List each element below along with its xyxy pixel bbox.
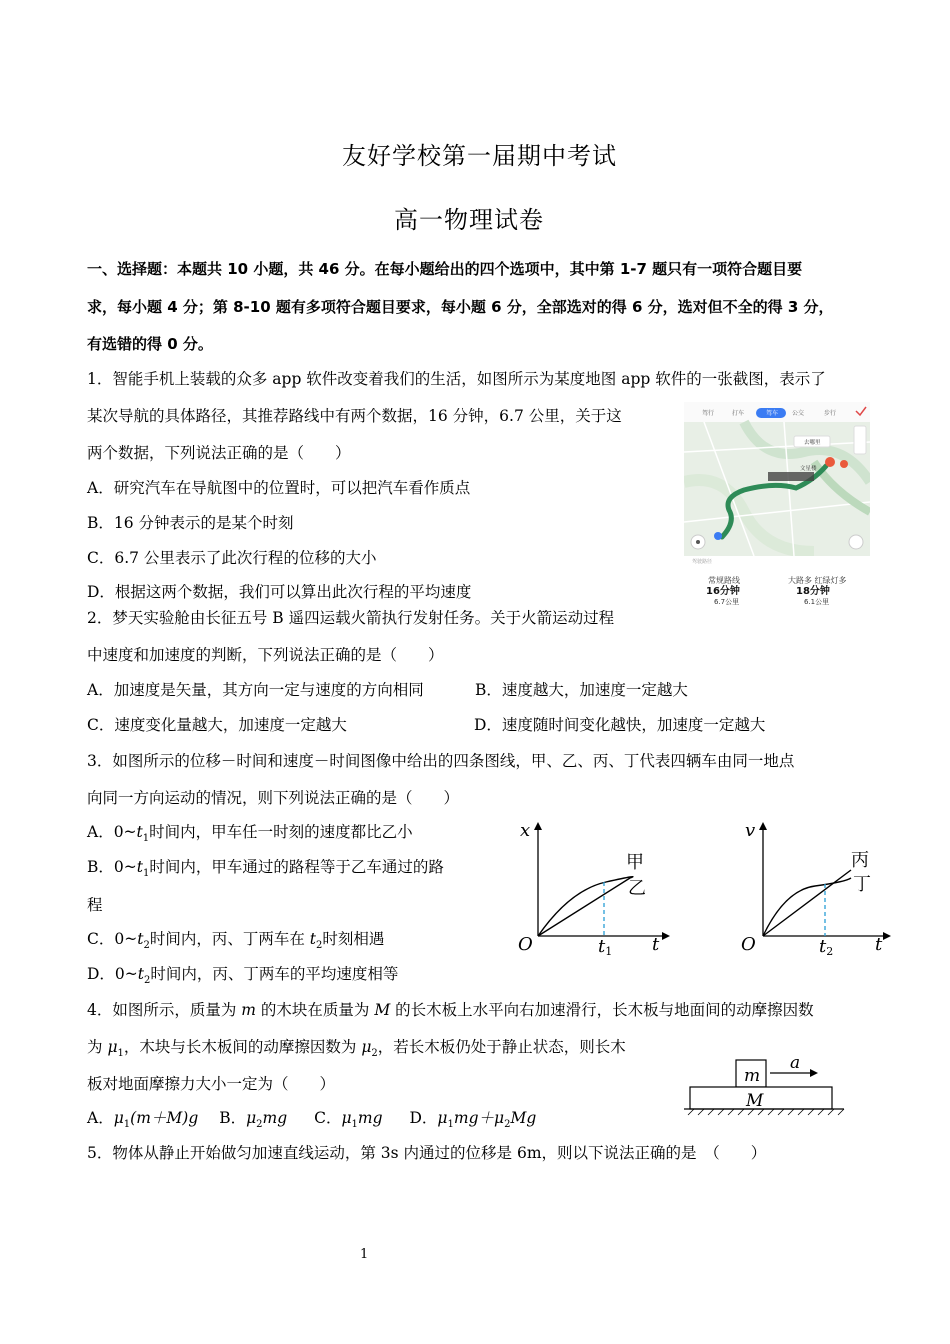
route2-name: 大路多 红绿灯多 [788, 576, 847, 585]
q2-stem-line1: 2．梦天实验舱由长征五号 B 遥四运载火箭执行发射任务。关于火箭运动过程 [87, 609, 615, 627]
q3-option-c: C．$0\sim t_2$时间内，丙、丁两车在 $t_2$时刻相遇 [87, 930, 385, 952]
map-svg [684, 402, 870, 608]
map-place-label: 文星楼 [800, 466, 817, 472]
accel-label: a [790, 1053, 801, 1073]
q1-option-a: A．研究汽车在导航图中的位置时，可以把汽车看作质点 [87, 479, 471, 497]
route2-distance: 6.1公里 [804, 598, 830, 606]
q1-stem-line2: 某次导航的具体路径，其推荐路线中有两个数据，16 分钟，6.7 公里，关于这 [87, 407, 622, 425]
q5-stem-line1: 5．物体从静止开始做匀加速直线运动，第 3s 内通过的位移是 6m，则以下说法正确的是 （ ） [87, 1144, 767, 1162]
xt-origin: O [518, 934, 533, 955]
map-tab-1: 驾行 [702, 410, 715, 417]
xt-label-jia: 甲 [626, 852, 644, 873]
section-instructions-line1: 一、选择题：本题共 10 小题，共 46 分。在每小题给出的四个选项中，其中第 1-7 题只有一项符合题目要 [87, 260, 803, 278]
q1-option-d: D．根据这两个数据，我们可以算出此次行程的平均速度 [87, 583, 472, 601]
page-title: 友好学校第一届期中考试 [342, 142, 617, 170]
map-tab-2: 打车 [732, 410, 745, 417]
map-tab-3: 驾车 [766, 410, 779, 417]
map-poi-label: 去哪里 [804, 440, 821, 446]
route1-name: 常规路线 [708, 576, 740, 585]
q4-options [87, 1106, 536, 1130]
q2-option-c: C．速度变化量越大，加速度一定越大 [87, 716, 347, 734]
section-instructions-line3: 有选错的得 0 分。 [87, 335, 213, 353]
page-subtitle: 高一物理试卷 [394, 206, 544, 234]
q3-stem-line2: 向同一方向运动的情况，则下列说法正确的是（ ） [87, 789, 460, 807]
q1-option-c: C．6.7 公里表示了此次行程的位移的大小 [87, 549, 377, 567]
q2-option-a: A．加速度是矢量，其方向一定与速度的方向相同 [87, 681, 424, 699]
q1-option-b: B．16 分钟表示的是某个时刻 [87, 514, 294, 532]
q4-stem-line2: 为 $\mu_1$，木块与长木板间的动摩擦因数为 $\mu_2$，若长木板仍处于静止状态，则长木 [87, 1038, 626, 1060]
q2-stem-line2: 中速度和加速度的判断，下列说法正确的是（ ） [87, 646, 444, 664]
q4-option-c: C．$\mu_1mg$ [314, 1109, 383, 1131]
svg-text:驾驶路径: 驾驶路径 [692, 559, 713, 565]
vt-label-bing: 丙 [851, 850, 869, 871]
q2-option-b: B．速度越大，加速度一定越大 [475, 681, 688, 699]
xt-ylabel: x [520, 820, 531, 841]
xt-graph-figure [510, 818, 670, 956]
q3-option-d: D．$0\sim t_2$时间内，丙、丁两车的平均速度相等 [87, 965, 399, 987]
block-board-figure [680, 1052, 850, 1118]
block-board-svg [680, 1052, 850, 1118]
q4-stem-line1: 4．如图所示，质量为 m 的木块在质量为 M 的长木板上水平向右加速滑行，长木板与地面间的动摩擦因数 [87, 1001, 814, 1019]
vt-ylabel: v [745, 820, 756, 841]
route1-distance: 6.7公里 [714, 598, 740, 606]
vt-tick-t2: t2 [819, 936, 834, 956]
q2-option-d: D．速度随时间变化越快，加速度一定越大 [474, 716, 766, 734]
xt-xlabel: t [652, 934, 660, 955]
page-number: 1 [360, 1247, 369, 1262]
route1-time: 16分钟 [706, 586, 740, 597]
q1-stem-line1: 1．智能手机上装载的众多 app 软件改变着我们的生活，如图所示为某度地图 app 软件的一张截图，表示了 [87, 370, 826, 388]
section-instructions-line2: 求，每小题 4 分；第 8-10 题有多项符合题目要求，每小题 6 分，全部选对的得 6 分，选对但不全的得 3 分， [87, 298, 834, 316]
xt-tick-t1: t1 [598, 936, 613, 956]
route2-time: 18分钟 [796, 586, 830, 597]
xt-label-yi: 乙 [628, 878, 646, 899]
q4-stem-line3: 板对地面摩擦力大小一定为（ ） [87, 1075, 336, 1093]
q3-stem-line1: 3．如图所示的位移－时间和速度－时间图像中给出的四条图线，甲、乙、丙、丁代表四辆车由同一地点 [87, 752, 795, 770]
q1-stem-line3: 两个数据，下列说法正确的是（ ） [87, 444, 351, 462]
q4-option-b: B．$\mu_2mg$ [219, 1109, 288, 1131]
vt-curve-ding [763, 878, 851, 936]
vt-label-ding: 丁 [853, 874, 871, 895]
q3-option-b-continued: 程 [87, 896, 103, 914]
xt-line-yi [538, 878, 630, 936]
q4-option-a: A．$\mu_1(m+M)g$ [87, 1109, 199, 1131]
q4-option-d: D．$\mu_1mg+\mu_2Mg$ [409, 1109, 537, 1131]
vt-graph-svg [735, 818, 895, 956]
map-screenshot-figure [684, 402, 870, 608]
vt-line-bing [763, 870, 851, 936]
board-label: M [746, 1091, 764, 1111]
vt-graph-figure [735, 818, 895, 956]
vt-origin: O [741, 934, 756, 955]
map-tab-4: 公交 [792, 410, 805, 417]
block-label: m [744, 1066, 761, 1086]
vt-xlabel: t [875, 934, 883, 955]
xt-graph-svg [510, 818, 670, 956]
q3-option-a: A．$0\sim t_1$时间内，甲车任一时刻的速度都比乙小 [87, 823, 413, 845]
q3-option-b: B．$0\sim t_1$时间内，甲车通过的路程等于乙车通过的路 [87, 858, 444, 880]
map-tab-5: 步行 [824, 410, 837, 417]
